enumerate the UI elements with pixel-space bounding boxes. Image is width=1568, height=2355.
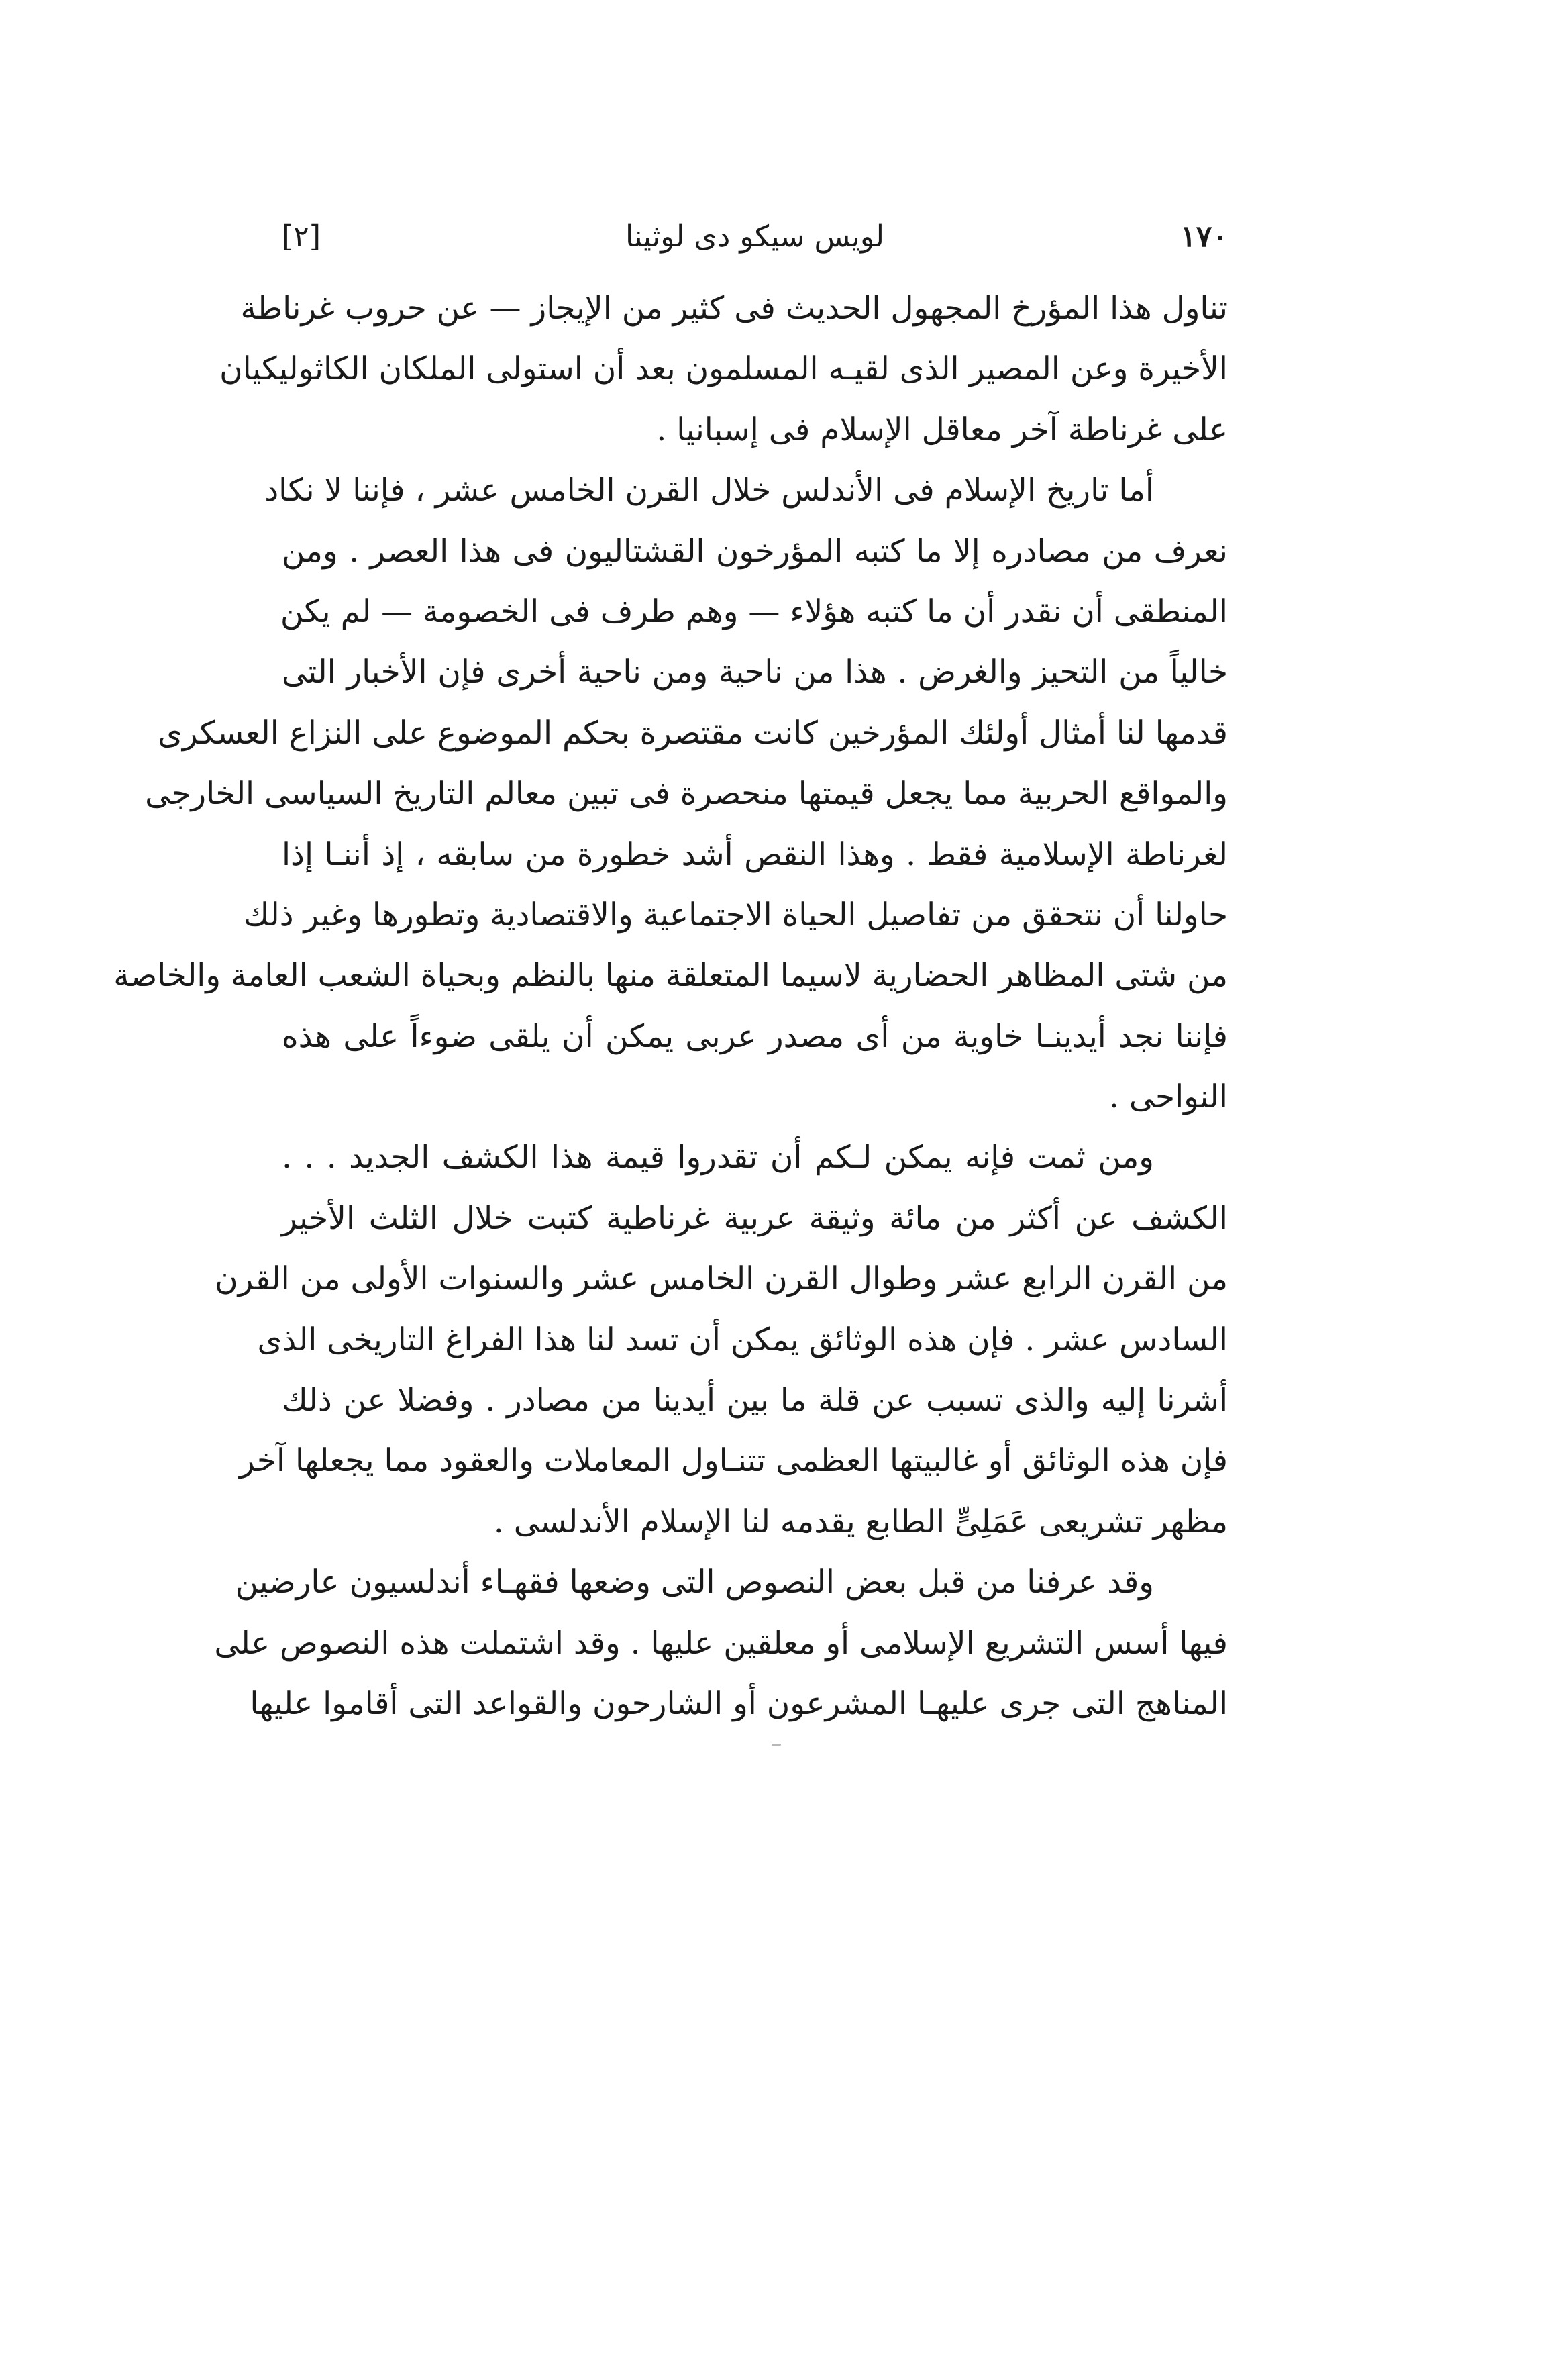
- text-line: مظهر تشريعى عَمَلِىٍّ الطابع يقدمه لنا الإسلام الأندلسى .: [493, 1503, 1228, 1540]
- page-header: [282, 213, 1228, 267]
- paragraph: [219, 279, 1228, 460]
- text-line: فيها أسس التشريع الإسلامى أو معلقين عليها . وقد اشتملت هذه النصوص على: [214, 1624, 1228, 1662]
- text-line: نعرف من مصادره إلا ما كتبه المؤرخون القشتاليون فى هذا العصر . ومن: [282, 532, 1228, 570]
- text-line: المناهج التى جرى عليهـا المشرعون أو الشارحون والقواعد التى أقاموا عليها: [250, 1685, 1228, 1722]
- text-line: تناول هذا المؤرخ المجهول الحديث فى كثير من الإيجاز — عن حروب غرناطة: [240, 290, 1228, 327]
- text-line: والمواقع الحربية مما يجعل قيمتها منحصرة فى تبين معالم التاريخ السياسى الخارجى: [145, 775, 1228, 813]
- page-number: ١٧٠: [1180, 219, 1228, 254]
- text-line: أما تاريخ الإسلام فى الأندلس خلال القرن الخامس عشر ، فإننا لا نكاد: [264, 472, 1154, 509]
- text-line: السادس عشر . فإن هذه الوثائق يمكن أن تسد لنا هذا الفراغ التاريخى الذى: [257, 1321, 1228, 1358]
- text-line: فإننا نجد أيدينـا خاوية من أى مصدر عربى يمكن أن يلقى ضوءاً على هذه: [282, 1017, 1228, 1055]
- text-line: أشرنا إليه والذى تسبب عن قلة ما بين أيدينا من مصادر . وفضلا عن ذلك: [282, 1382, 1228, 1419]
- text-line: النواحى .: [1108, 1079, 1228, 1116]
- paragraph: [214, 1552, 1228, 1734]
- text-line: الكشف عن أكثر من مائة وثيقة عربية غرناطية كتبت خلال الثلث الأخير: [282, 1199, 1228, 1237]
- paragraph: [113, 460, 1228, 1128]
- paragraph: [215, 1128, 1228, 1552]
- body-text: [113, 279, 1228, 1734]
- section-mark: [٢]: [282, 219, 321, 254]
- running-title: لويس سيكو دى لوثينا: [625, 219, 884, 254]
- scan-smudge: [772, 1744, 781, 1746]
- text-line: الأخيرة وعن المصير الذى لقيـه المسلمون بعد أن استولى الملكان الكاثوليكيان: [219, 350, 1228, 388]
- text-line: حاولنا أن نتحقق من تفاصيل الحياة الاجتماعية والاقتصادية وتطورها وغير ذلك: [243, 896, 1228, 934]
- text-line: قدمها لنا أمثال أولئك المؤرخين كانت مقتصرة بحكم الموضوع على النزاع العسكرى: [158, 714, 1228, 752]
- text-line: المنطقى أن نقدر أن ما كتبه هؤلاء — وهم طرف فى الخصومة — لم يكن: [280, 593, 1228, 630]
- text-line: خالياً من التحيز والغرض . هذا من ناحية ومن ناحية أخرى فإن الأخبار التى: [282, 654, 1228, 691]
- text-line: من القرن الرابع عشر وطوال القرن الخامس عشر والسنوات الأولى من القرن: [215, 1260, 1228, 1298]
- text-line: فإن هذه الوثائق أو غالبيتها العظمى تتنـاول المعاملات والعقود مما يجعلها آخر: [240, 1442, 1228, 1480]
- text-line: على غرناطة آخر معاقل الإسلام فى إسبانيا .: [656, 411, 1228, 448]
- text-line: وقد عرفنا من قبل بعض النصوص التى وضعها فقهـاء أندلسيون عارضين: [235, 1564, 1154, 1601]
- text-line: من شتى المظاهر الحضارية لاسيما المتعلقة منها بالنظم وبحياة الشعب العامة والخاصة: [113, 957, 1228, 995]
- text-line: ومن ثمت فإنه يمكن لـكم أن تقدروا قيمة هذا الكشف الجديد . . .: [282, 1139, 1154, 1176]
- text-line: لغرناطة الإسلامية فقط . وهذا النقص أشد خطورة من سابقه ، إذ أننـا إذا: [282, 836, 1228, 873]
